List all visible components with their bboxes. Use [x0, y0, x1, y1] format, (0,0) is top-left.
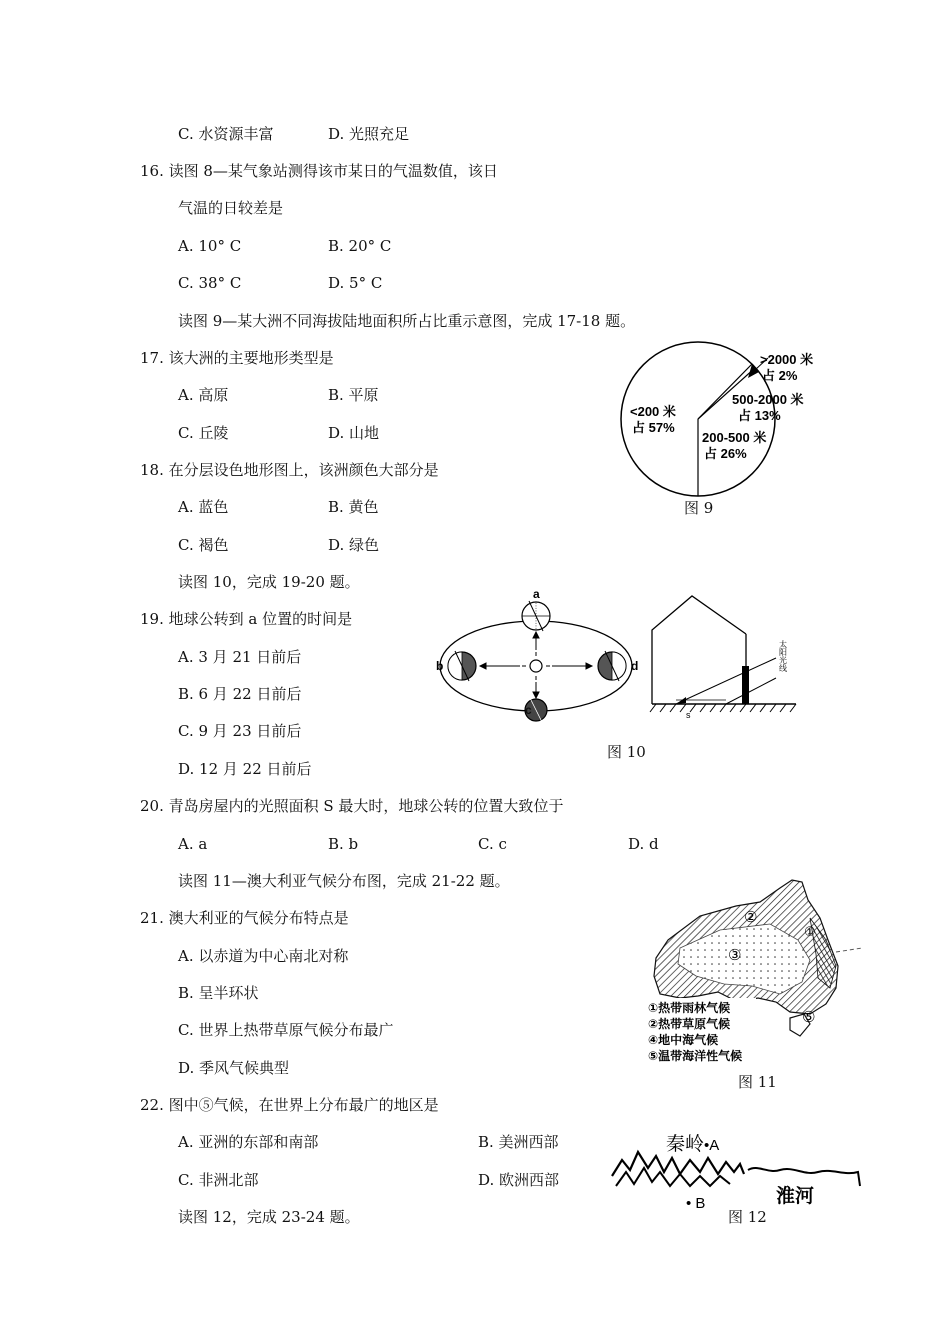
fig9-slice1-label: <200 米 [630, 404, 676, 419]
fig11-mark-5: ⑤ [802, 1009, 816, 1026]
q22-option-c: C. 非洲北部 [178, 1171, 259, 1189]
fig11-legend-4: ④地中海气候 [648, 1033, 719, 1047]
q21-stem: 21. 澳大利亚的气候分布特点是 [140, 909, 349, 927]
fig10-house [652, 596, 746, 704]
instruction-fig10: 读图 10，完成 19-20 题。 [178, 573, 360, 591]
fig11-legend-2: ②热带草原气候 [648, 1017, 731, 1031]
q20-option-b: B. b [328, 835, 359, 853]
q16-option-a: A. 10° C [178, 237, 242, 255]
fig10-ground-hatching [650, 704, 796, 712]
fig12-river-label: 淮河 [776, 1186, 815, 1207]
fig11-tropic-line [836, 948, 862, 952]
q22-stem: 22. 图中⑤气候，在世界上分布最广的地区是 [140, 1096, 439, 1114]
q16-option-d: D. 5° C [328, 274, 383, 292]
fig10-s-label: s [686, 710, 691, 720]
q20-option-d: D. d [628, 835, 659, 853]
q17-option-c: C. 丘陵 [178, 424, 229, 442]
q22-option-d: D. 欧洲西部 [478, 1171, 560, 1189]
instruction-fig12: 读图 12，完成 23-24 题。 [178, 1208, 360, 1226]
q20-option-c: C. c [478, 835, 507, 853]
q18-option-d: D. 绿色 [328, 536, 380, 554]
q16-stem: 16. 读图 8—某气象站测得该市某日的气温数值，该日 [140, 162, 498, 180]
q17-option-b: B. 平原 [328, 386, 379, 404]
q21-option-d: D. 季风气候典型 [178, 1059, 290, 1077]
fig11-mark-1: ① [804, 924, 816, 939]
fig12-mountain-range-2 [616, 1168, 730, 1186]
q18-stem: 18. 在分层设色地形图上，该洲颜色大部分是 [140, 461, 439, 479]
fig10-label-c-html: c [525, 703, 532, 717]
q15-option-d: D. 光照充足 [328, 125, 410, 143]
fig11-legend-1: ①热带雨林气候 [648, 1001, 731, 1015]
q19-option-d: D. 12 月 22 日前后 [178, 760, 312, 778]
fig10-diagram [430, 582, 810, 722]
fig11-mark-2: ② [744, 909, 758, 926]
fig10-sun-icon [530, 660, 542, 672]
q21-option-b: B. 呈半环状 [178, 984, 259, 1002]
q19-option-a: A. 3 月 21 日前后 [178, 648, 302, 666]
q17-option-a: A. 高原 [178, 386, 229, 404]
fig9-caption: 图 9 [684, 499, 714, 517]
fig12-mountain-range [612, 1152, 744, 1176]
fig10-sun-rays-lines [676, 658, 776, 704]
fig11-mark-3: ③ [728, 947, 742, 964]
q18-option-b: B. 黄色 [328, 498, 379, 516]
fig10-sunlight-label: 太阳光线 [778, 640, 788, 672]
q21-option-a: A. 以赤道为中心南北对称 [178, 947, 349, 965]
q16-stem-cont: 气温的日较差是 [178, 199, 284, 217]
fig10-label-a: a [533, 587, 540, 601]
fig9-slice4-label: >2000 米 [760, 352, 814, 367]
fig9-pie-chart [620, 340, 820, 500]
fig12-mountain-label: 秦岭 [666, 1134, 705, 1155]
fig11-australia-map [640, 878, 862, 1070]
fig9-slice3-pct: 占 13% [738, 408, 781, 423]
fig10-label-b: b [436, 659, 444, 673]
instruction-fig9: 读图 9—某大洲不同海拔陆地面积所占比重示意图，完成 17-18 题。 [178, 312, 636, 330]
fig11-caption: 图 11 [738, 1073, 777, 1091]
fig9-slice3-label: 500-2000 米 [732, 392, 804, 407]
fig10-caption: 图 10 [607, 743, 646, 761]
fig10-label-d: d [631, 659, 639, 673]
fig9-slice1-pct: 占 57% [632, 420, 675, 435]
fig10-ray-arrow-icon [676, 697, 686, 704]
q18-option-c: C. 褐色 [178, 536, 229, 554]
fig11-legend-5: ⑤温带海洋性气候 [648, 1049, 743, 1063]
fig12-point-a: •A [704, 1137, 720, 1154]
q19-option-c: C. 9 月 23 日前后 [178, 722, 302, 740]
fig10-earth-d [598, 651, 626, 681]
q20-stem: 20. 青岛房屋内的光照面积 S 最大时，地球公转的位置大致位于 [140, 797, 564, 815]
fig9-slice2-label: 200-500 米 [702, 430, 767, 445]
q22-option-b: B. 美洲西部 [478, 1133, 559, 1151]
fig10-sun-rays [522, 652, 550, 680]
q20-option-a: A. a [178, 835, 208, 853]
fig12-point-b: • B [686, 1195, 706, 1212]
q16-option-c: C. 38° C [178, 274, 242, 292]
fig9-slice2-pct: 占 26% [704, 446, 747, 461]
fig12-river [748, 1168, 860, 1186]
instruction-fig11: 读图 11—澳大利亚气候分布图，完成 21-22 题。 [178, 872, 510, 890]
fig9-slice4-pct: 占 2% [762, 368, 798, 383]
fig10-earth-a [522, 601, 550, 631]
q18-option-a: A. 蓝色 [178, 498, 229, 516]
fig10-sun-arrows [480, 632, 592, 698]
q19-stem: 19. 地球公转到 a 位置的时间是 [140, 610, 353, 628]
fig10-earth-b [448, 651, 476, 681]
q17-stem: 17. 该大洲的主要地形类型是 [140, 349, 334, 367]
q21-option-c: C. 世界上热带草原气候分布最广 [178, 1021, 394, 1039]
q16-option-b: B. 20° C [328, 237, 392, 255]
q17-option-d: D. 山地 [328, 424, 380, 442]
q22-option-a: A. 亚洲的东部和南部 [178, 1133, 319, 1151]
fig12-caption: 图 12 [728, 1208, 767, 1226]
q15-option-c: C. 水资源丰富 [178, 125, 274, 143]
q19-option-b: B. 6 月 22 日前后 [178, 685, 302, 703]
